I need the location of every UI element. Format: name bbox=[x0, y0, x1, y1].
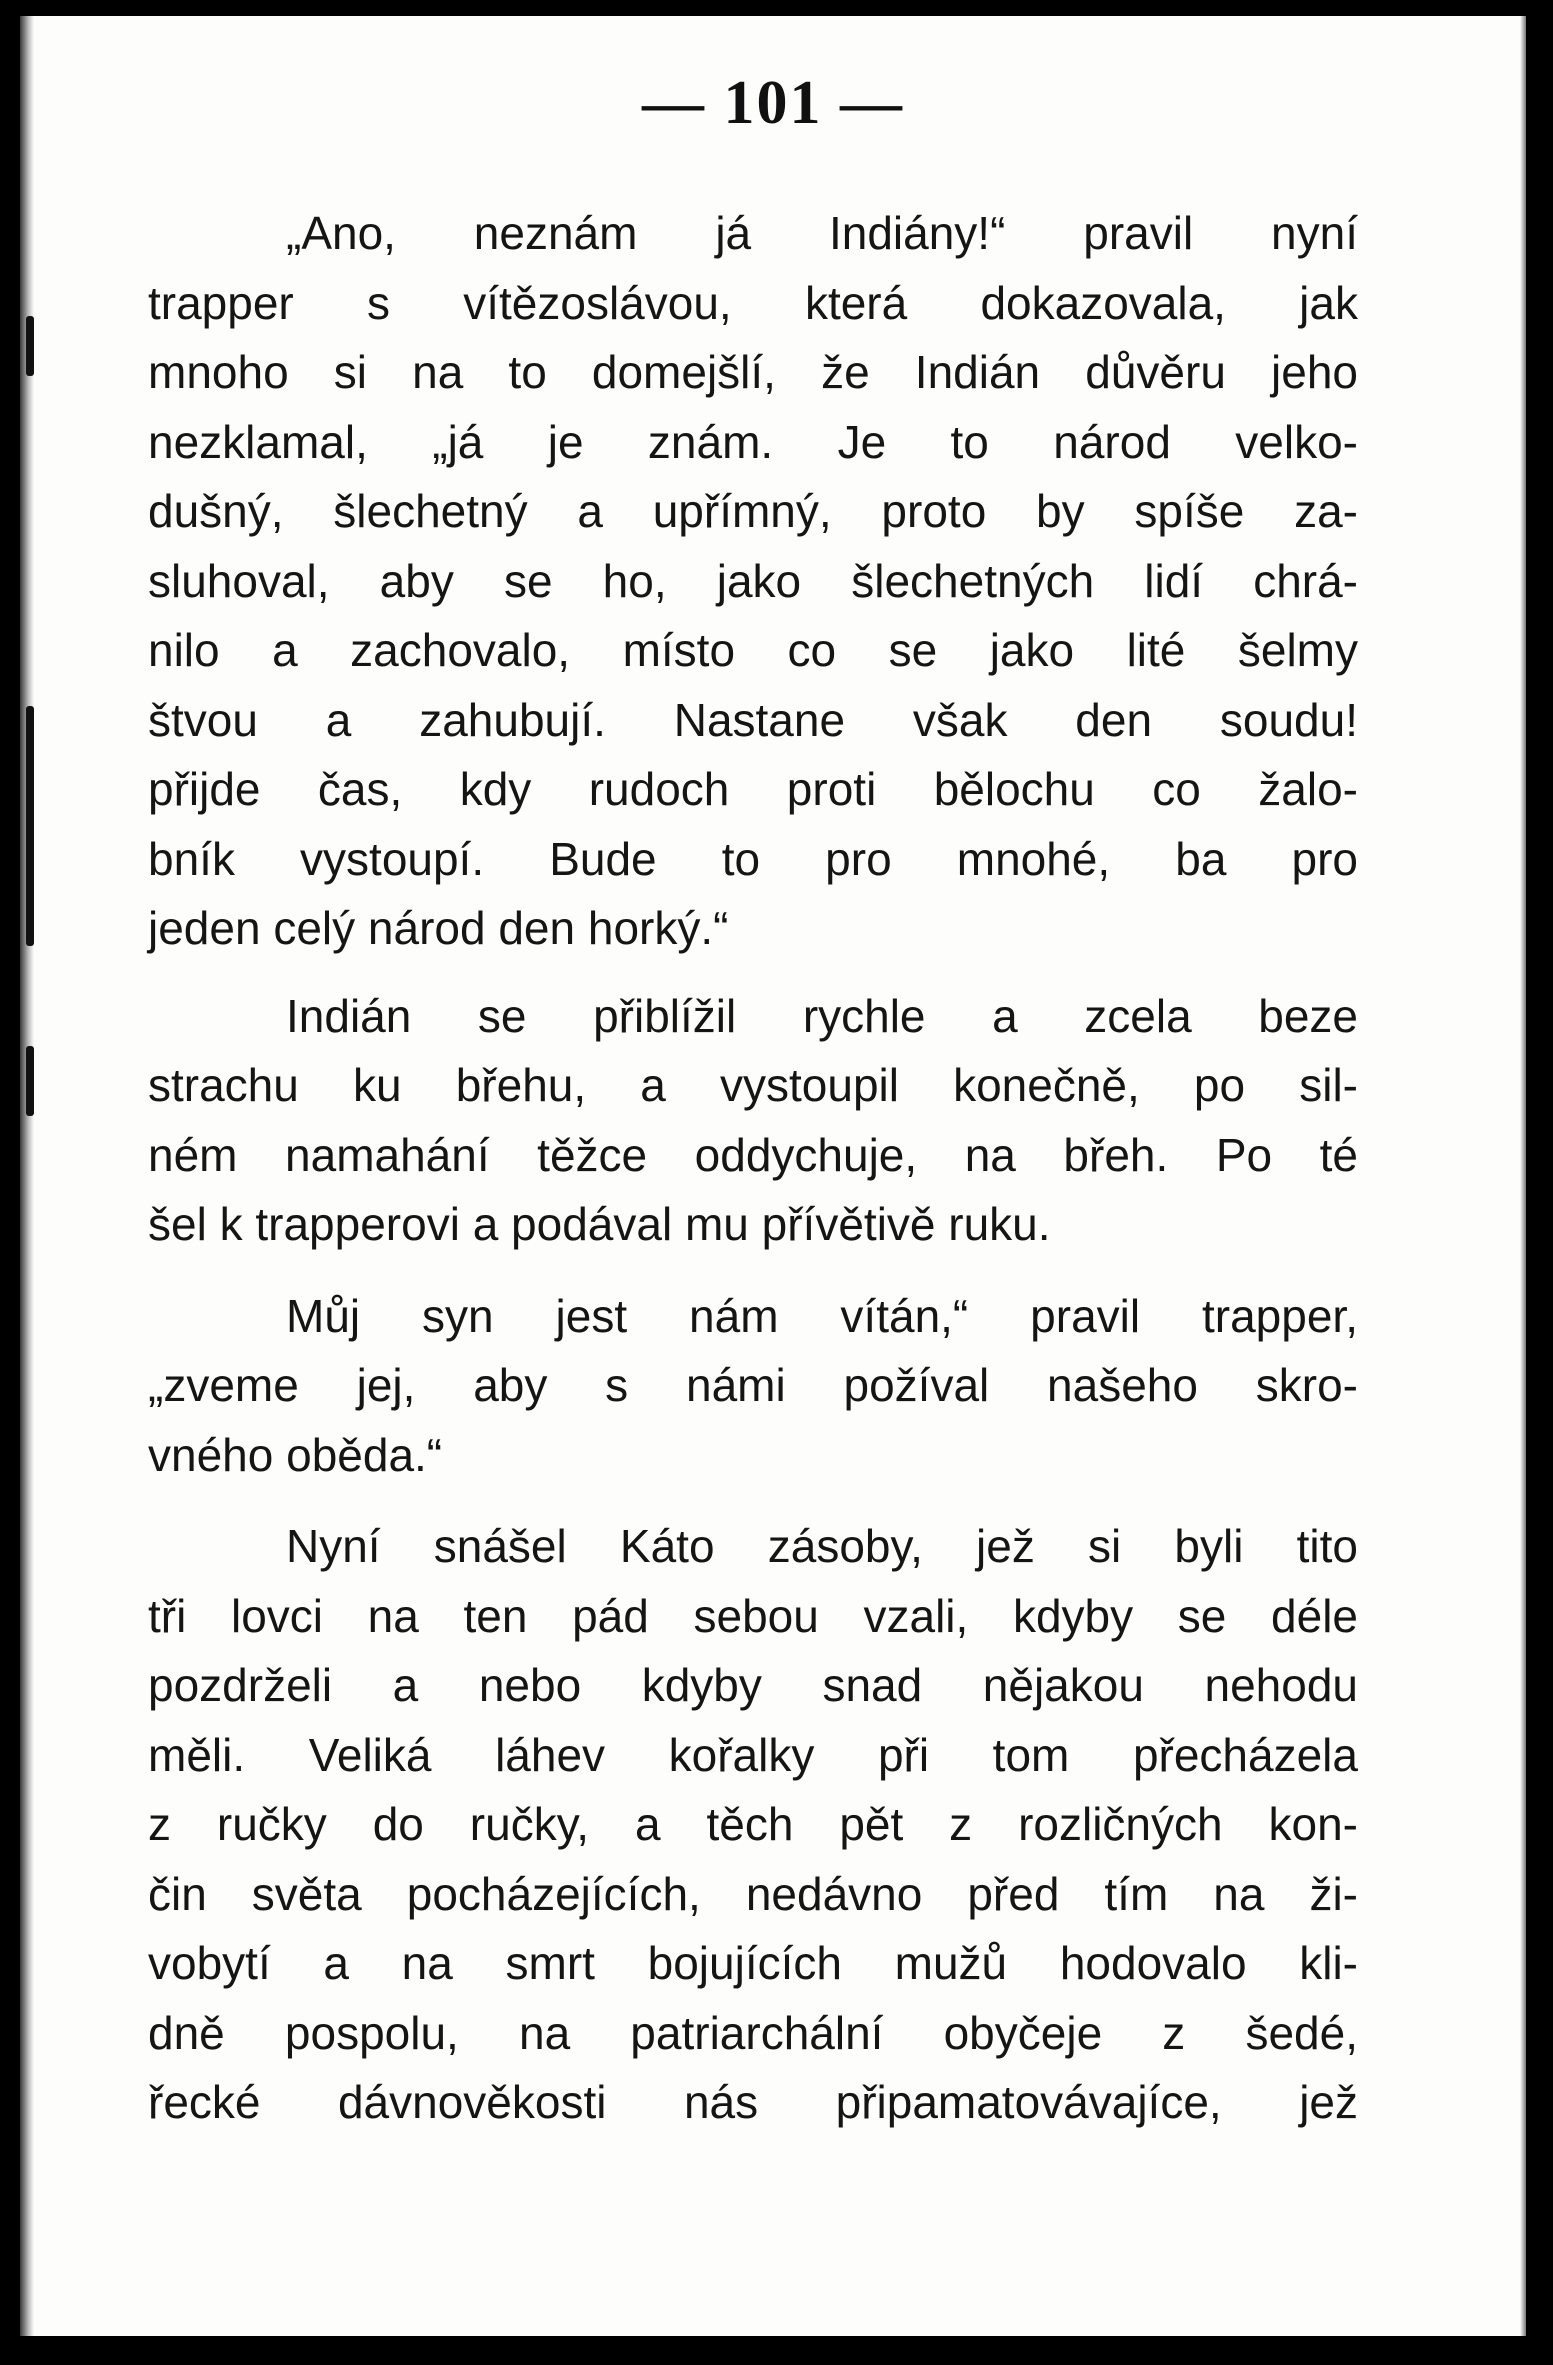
text-line: z ručky do ručky, a těch pět z rozličných kon- bbox=[148, 1798, 1358, 1850]
text-line: čin světa pocházejících, nedávno před tím na ži- bbox=[148, 1867, 1358, 1920]
text-line: mnoho si na to domejšlí, že Indián důvěru jeho bbox=[148, 346, 1358, 398]
paragraph-gap bbox=[148, 1260, 1358, 1282]
text-line: Indián se přiblížil rychle a zcela beze bbox=[286, 989, 1358, 1042]
text-line: vobytí a na smrt bojujících mužů hodovalo kli- bbox=[148, 1937, 1358, 1989]
text-line: sluhoval, aby se ho, jako šlechetných lidí chrá- bbox=[148, 554, 1358, 607]
page-number: — 101 — bbox=[642, 69, 904, 137]
text-line: „Ano, neznám já Indiány!“ pravil nyní bbox=[286, 207, 1358, 259]
paragraph bbox=[148, 982, 1358, 1260]
text-line: dušný, šlechetný a upřímný, proto by spíše za- bbox=[148, 485, 1358, 537]
text-line: štvou a zahubují. Nastane však den soudu! bbox=[148, 693, 1358, 746]
text-line: strachu ku břehu, a vystoupil konečně, po sil- bbox=[148, 1059, 1358, 1111]
text-line: ném namahání těžce oddychuje, na břeh. Po té bbox=[148, 1128, 1358, 1181]
text-line: nilo a zachovalo, místo co se jako lité šelmy bbox=[148, 624, 1358, 676]
text-line: řecké dávnověkosti nás připamatovávajíce, jež bbox=[148, 2076, 1358, 2128]
body-text bbox=[148, 199, 1358, 2138]
paragraph bbox=[148, 1282, 1358, 1491]
text-line: Nyní snášel Káto zásoby, jež si byli tito bbox=[286, 1520, 1358, 1572]
text-line: „zveme jej, aby s námi požíval našeho skro- bbox=[148, 1359, 1358, 1411]
text-line: přijde čas, kdy rudoch proti bělochu co žalo- bbox=[148, 763, 1358, 815]
paragraph bbox=[148, 199, 1358, 964]
text-line: nezklamal, „já je znám. Je to národ velko- bbox=[148, 415, 1358, 468]
paragraph-gap bbox=[148, 1490, 1358, 1512]
text-line: vného oběda.“ bbox=[148, 1428, 443, 1481]
text-line: tři lovci na ten pád sebou vzali, kdyby se déle bbox=[148, 1589, 1358, 1642]
text-line: jeden celý národ den horký.“ bbox=[148, 902, 729, 954]
page-edge bbox=[1520, 16, 1526, 2336]
text-line: pozdrželi a nebo kdyby snad nějakou nehodu bbox=[148, 1659, 1358, 1711]
text-line: Můj syn jest nám vítán,“ pravil trapper, bbox=[286, 1289, 1358, 1342]
text-line: dně pospolu, na patriarchální obyčeje z šedé, bbox=[148, 2006, 1358, 2059]
binding-mark bbox=[26, 316, 34, 376]
paragraph-gap bbox=[148, 964, 1358, 982]
text-line: bník vystoupí. Bude to pro mnohé, ba pro bbox=[148, 832, 1358, 885]
text-line: měli. Veliká láhev kořalky při tom přecházela bbox=[148, 1728, 1358, 1781]
paragraph bbox=[148, 1512, 1358, 2138]
book-page bbox=[20, 16, 1526, 2336]
text-line: šel k trapperovi a podával mu přívětivě ruku. bbox=[148, 1198, 1051, 1250]
text-line: trapper s vítězoslávou, která dokazovala, jak bbox=[148, 276, 1358, 329]
binding-mark bbox=[26, 1046, 34, 1116]
binding-mark bbox=[26, 706, 34, 946]
